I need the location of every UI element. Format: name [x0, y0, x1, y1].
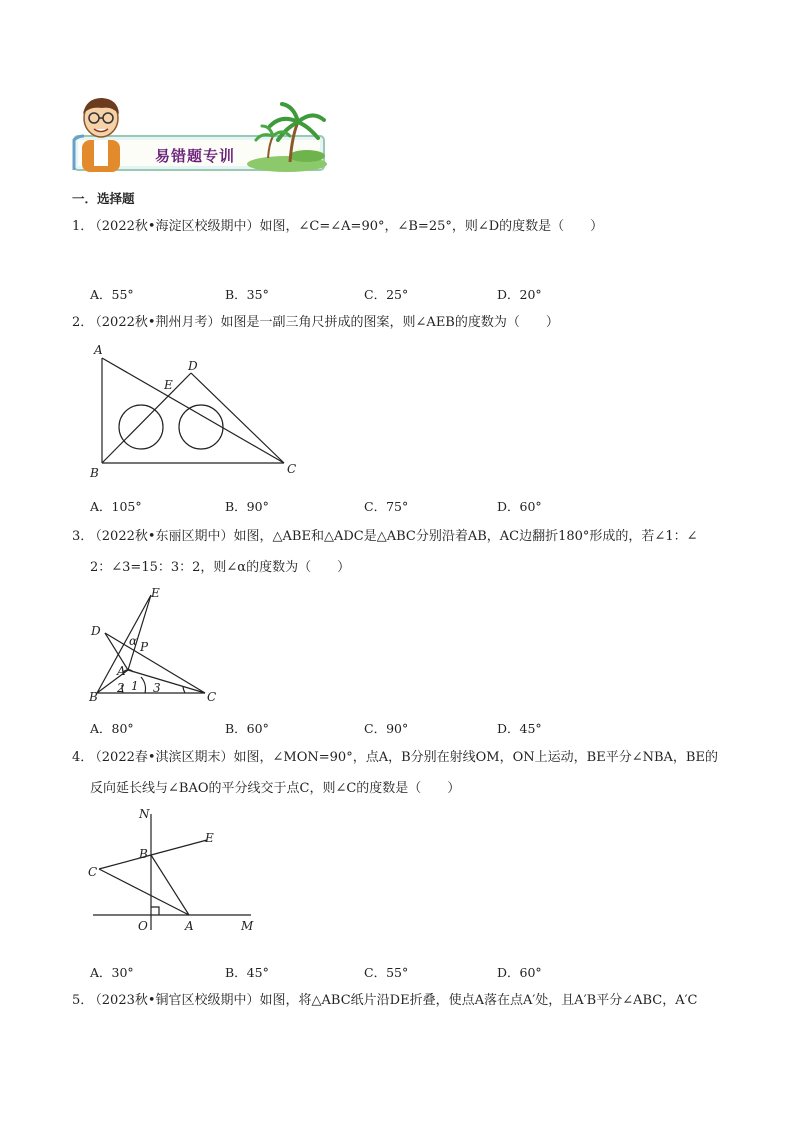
option-c[interactable]: C．75° — [364, 499, 409, 514]
label-d: D — [188, 359, 198, 373]
option-c[interactable]: C．90° — [364, 721, 409, 736]
label-n: N — [139, 807, 150, 821]
figure-folded-triangles — [85, 585, 225, 705]
option-c[interactable]: C．25° — [364, 287, 409, 302]
label-c: C — [207, 690, 217, 704]
question-number: 3． — [72, 529, 94, 544]
label-1: 1 — [131, 679, 139, 693]
label-b: B — [139, 847, 148, 861]
question-text: （2023秋•铜官区校级期中）如图，将△ABC纸片沿DE折叠，使点A落在点A′处，且A′B平分∠ABC，A′C — [95, 993, 698, 1008]
option-d[interactable]: D．60° — [497, 499, 542, 514]
option-a[interactable]: A．30° — [90, 965, 134, 980]
label-b: B — [90, 466, 99, 480]
label-o: O — [138, 919, 148, 933]
question-number: 2． — [72, 315, 94, 330]
label-b: B — [89, 690, 98, 704]
question-3-line-1 — [72, 521, 698, 553]
question-text: （2022秋•荆州月考）如图是一副三角尺拼成的图案，则∠AEB的度数为（ ） — [95, 315, 559, 330]
label-e: E — [151, 586, 160, 600]
option-b[interactable]: B．35° — [225, 287, 269, 302]
label-e: E — [205, 831, 214, 845]
question-number: 1． — [72, 219, 94, 234]
option-b[interactable]: B．90° — [225, 499, 269, 514]
option-b[interactable]: B．60° — [225, 721, 269, 736]
option-d[interactable]: D．60° — [497, 965, 542, 980]
figure-triangle-rulers — [88, 340, 308, 485]
label-2: 2 — [117, 681, 125, 695]
question-number: 5． — [72, 993, 94, 1008]
question-5 — [72, 985, 698, 1017]
question-4-line-1 — [72, 742, 718, 774]
question-2 — [72, 307, 559, 339]
label-p: P — [140, 640, 149, 654]
question-text: （2022秋•海淀区校级期中）如图，∠C=∠A=90°，∠B=25°，则∠D的度数是（ ） — [95, 219, 604, 234]
label-a: A — [117, 664, 126, 678]
question-4-line-2: 反向延长线与∠BAO的平分线交于点C，则∠C的度数是（ ） — [90, 781, 461, 796]
option-a[interactable]: A．55° — [90, 287, 134, 302]
section-title: 一．选择题 — [72, 191, 135, 206]
label-m: M — [241, 919, 254, 933]
label-a: A — [185, 919, 194, 933]
figure-angle-bisectors — [85, 800, 265, 940]
label-e: E — [164, 378, 173, 392]
label-alpha: α — [129, 634, 138, 648]
label-3: 3 — [153, 681, 161, 695]
option-a[interactable]: A．80° — [90, 721, 134, 736]
label-c: C — [287, 462, 297, 476]
question-text: （2022春•淇滨区期末）如图，∠MON=90°，点A，B分别在射线OM，ON上运动，BE平分∠NBA，BE的 — [95, 750, 718, 765]
option-d[interactable]: D．45° — [497, 721, 542, 736]
label-c: C — [88, 865, 98, 879]
option-d[interactable]: D．20° — [497, 287, 542, 302]
label-d: D — [91, 624, 101, 638]
question-number: 4． — [72, 750, 94, 765]
question-3-line-2: 2：∠3=15：3：2，则∠α的度数为（ ） — [90, 560, 351, 575]
question-1 — [72, 211, 603, 243]
question-text: （2022秋•东丽区期中）如图，△ABE和△ADC是△ABC分别沿着AB，AC边翻折180°形成的，若∠1：∠ — [95, 529, 698, 544]
option-c[interactable]: C．55° — [364, 965, 409, 980]
banner-title: 易错题专训 — [155, 147, 236, 165]
option-a[interactable]: A．105° — [90, 499, 142, 514]
option-b[interactable]: B．45° — [225, 965, 269, 980]
label-a: A — [94, 343, 103, 357]
